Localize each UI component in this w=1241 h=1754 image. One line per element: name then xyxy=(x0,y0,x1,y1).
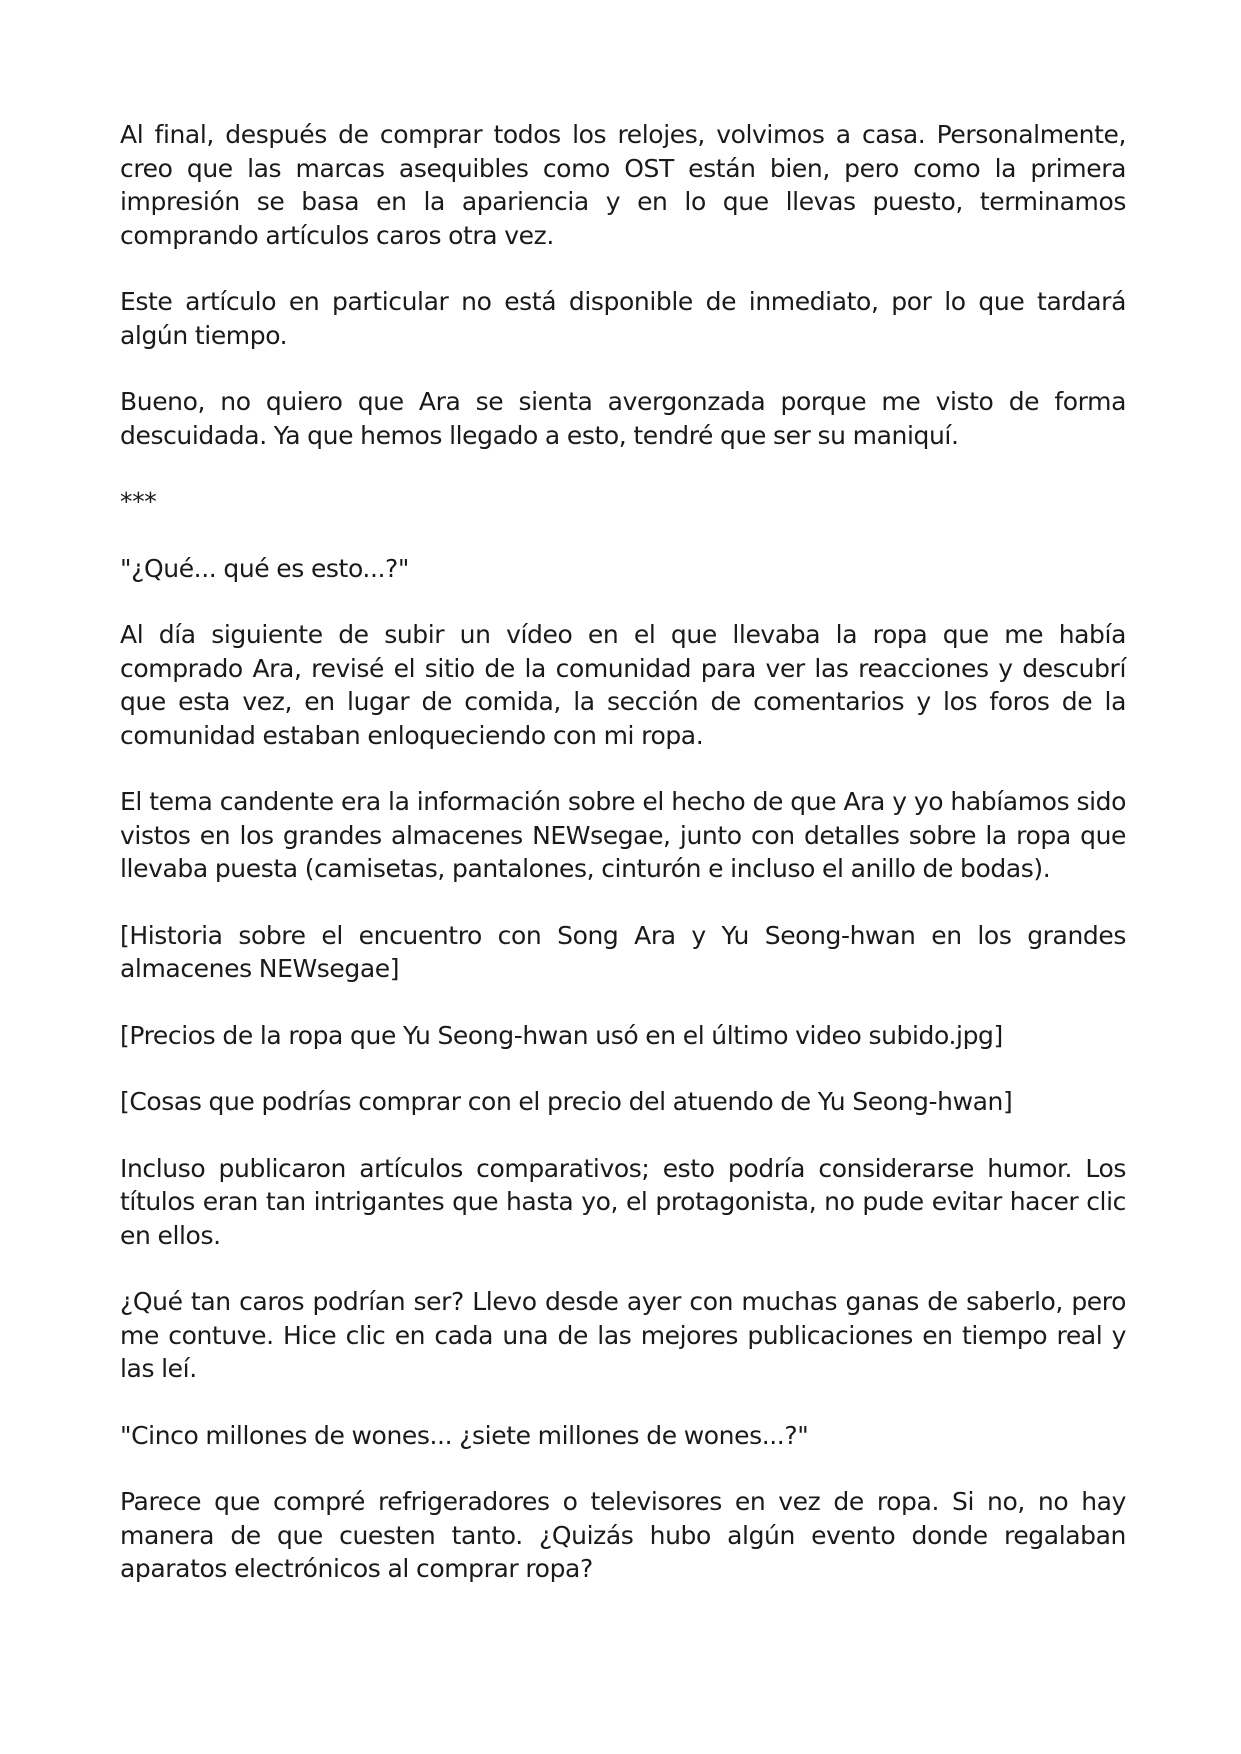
paragraph-14: Parece que compré refrigeradores o televisores en vez de ropa. Si no, no hay manera de que cuesten tanto. ¿Quizás hubo algún evento donde regalaban aparatos electrónicos al comprar ropa? xyxy=(120,1487,1126,1583)
paragraph-5: "¿Qué... qué es esto...?" xyxy=(120,553,410,583)
paragraph-13: "Cinco millones de wones... ¿siete millones de wones...?" xyxy=(120,1420,809,1450)
paragraph-3: Bueno, no quiero que Ara se sienta avergonzada porque me visto de forma descuidada. Ya que hemos llegado a esto, tendré que ser su maniquí. xyxy=(120,387,1126,450)
paragraph-7: El tema candente era la información sobre el hecho de que Ara y yo habíamos sido vistos en los grandes almacenes NEWsegae, junto con detalles sobre la ropa que llevaba puesta (camisetas, pantalones, cinturón e incluso el anillo de bodas). xyxy=(120,787,1126,883)
paragraph-11: Incluso publicaron artículos comparativos; esto podría considerarse humor. Los títulos eran tan intrigantes que hasta yo, el protagonista, no pude evitar hacer clic en ellos. xyxy=(120,1153,1126,1250)
page-body xyxy=(120,118,1126,1619)
scene-break: *** xyxy=(120,487,157,516)
paragraph-6: Al día siguiente de subir un vídeo en el que llevaba la ropa que me había comprado Ara, revisé el sitio de la comunidad para ver las reacciones y descubrí que esta vez, en lugar de comida, la sección de comentarios y los foros de la comunidad estaban enloqueciendo con mi ropa. xyxy=(120,620,1126,750)
paragraph-12: ¿Qué tan caros podrían ser? Llevo desde ayer con muchas ganas de saberlo, pero me contuve. Hice clic en cada una de las mejores publicaciones en tiempo real y las leí. xyxy=(120,1287,1126,1383)
paragraph-2: Este artículo en particular no está disponible de inmediato, por lo que tardará algún tiempo. xyxy=(120,287,1126,350)
post-title-1: [Historia sobre el encuentro con Song Ara y Yu Seong-hwan en los grandes almacenes NEWsegae] xyxy=(120,920,1126,983)
post-title-2: [Precios de la ropa que Yu Seong-hwan usó en el último video subido.jpg] xyxy=(120,1020,1003,1050)
post-title-3: [Cosas que podrías comprar con el precio del atuendo de Yu Seong-hwan] xyxy=(120,1087,1013,1116)
paragraph-1: Al final, después de comprar todos los relojes, volvimos a casa. Personalmente, creo que las marcas asequibles como OST están bien, pero como la primera impresión se basa en la apariencia y en lo que llevas puesto, terminamos comprando artículos caros otra vez. xyxy=(120,120,1126,250)
